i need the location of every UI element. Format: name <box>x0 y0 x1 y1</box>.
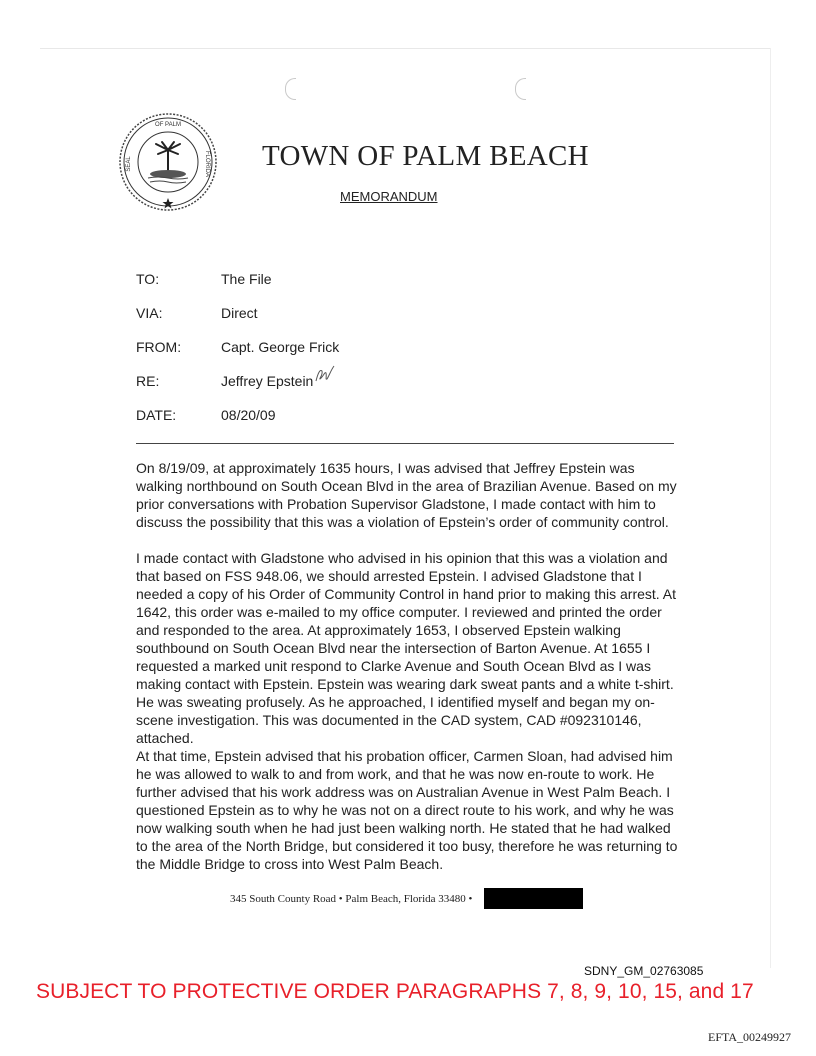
scan-edge-top <box>40 48 770 49</box>
memo-field-from <box>136 339 339 355</box>
memo-field-value: The File <box>221 271 272 287</box>
town-title: TOWN OF PALM BEACH <box>262 140 589 172</box>
memo-field-date <box>136 407 276 423</box>
svg-text:FLORIDA: FLORIDA <box>204 150 210 178</box>
memo-field-via <box>136 305 258 321</box>
memo-field-re <box>136 373 313 389</box>
efta-number: EFTA_00249927 <box>708 1030 792 1044</box>
memo-field-label: FROM: <box>136 339 182 355</box>
memo-field-label: VIA: <box>136 305 163 321</box>
town-seal <box>118 112 218 212</box>
memo-field-value: 08/20/09 <box>221 407 276 423</box>
punch-hole-right <box>515 78 526 100</box>
memo-field-to <box>136 271 272 287</box>
memo-field-value: Capt. George Frick <box>221 339 340 355</box>
header-divider <box>136 443 674 444</box>
redaction-block <box>484 888 583 909</box>
punch-hole-left <box>285 78 296 100</box>
protective-order-notice: SUBJECT TO PROTECTIVE ORDER PARAGRAPHS 7, 8, 9, 10, 15, and 17 <box>36 980 754 1003</box>
memo-field-label: TO: <box>136 271 160 287</box>
scan-edge-right <box>770 48 771 968</box>
body-paragraph: On 8/19/09, at approximately 1635 hours, I was advised that Jeffrey Epstein was walking northbound on South Ocean Blvd in the area of Brazilian Avenue. Based on my prior conversations with Probation Supervisor Gladstone, I made contact with him to discuss the possibility that this was a violation of Epstein’s order of community control. <box>136 460 677 530</box>
memorandum-title: MEMORANDUM <box>340 189 438 204</box>
body-paragraph: At that time, Epstein advised that his probation officer, Carmen Sloan, had advised him he was allowed to walk to and from work, and that he was now en-route to work. He further advised that his work address was on Australian Avenue in West Palm Beach. I questioned Epstein as to why he was not on a direct route to his work, and why he was now walking south when he had just been walking north. He stated that he had walked to the area of the North Bridge, but considered it too busy, therefore he was returning to the Middle Bridge to cross into West Palm Beach. <box>136 748 678 872</box>
memo-field-value: Direct <box>221 305 258 321</box>
footer-address: 345 South County Road • Palm Beach, Florida 33480 • <box>230 893 473 905</box>
handwritten-initials <box>314 363 336 385</box>
memo-field-label: RE: <box>136 373 160 389</box>
body-paragraph: I made contact with Gladstone who advised in his opinion that this was a violation and that based on FSS 948.06, we should arrested Epstein. I advised Gladstone that I needed a copy of his Order of Community Control in hand prior to making this arrest. At 1642, this order was e-mailed to my office computer. I reviewed and printed the order and responded to the area. At approximately 1653, I observed Epstein walking southbound on South Ocean Blvd near the intersection of Barton Avenue. At 1655 I requested a marked unit respond to Clarke Avenue and South Ocean Blvd as I was making contact with Epstein. Epstein was wearing dark sweat pants and a white t-shirt. He was sweating profusely. As he approached, I identified myself and began my on-scene investigation. This was documented in the CAD system, CAD #092310146, attached. <box>136 550 677 746</box>
svg-text:SEAL: SEAL <box>126 156 132 172</box>
svg-text:OF PALM: OF PALM <box>155 122 181 128</box>
memo-field-label: DATE: <box>136 407 177 423</box>
bates-number: SDNY_GM_02763085 <box>584 964 704 978</box>
memo-field-value: Jeffrey Epstein <box>221 373 314 389</box>
